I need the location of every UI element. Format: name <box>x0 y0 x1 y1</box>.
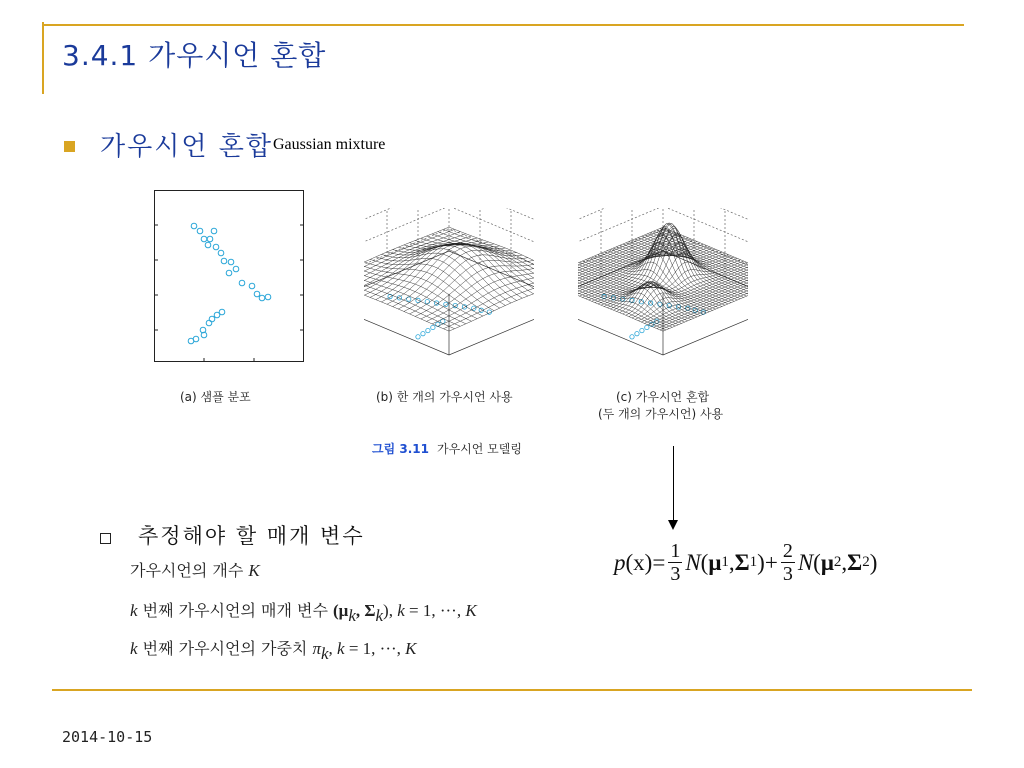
param-line-weight <box>130 636 417 664</box>
panel-c-surface <box>578 208 748 373</box>
figure-number: 그림 3.11 <box>372 442 429 456</box>
mu-symbol: (μ <box>333 601 349 620</box>
arrow-down-icon <box>668 520 678 530</box>
plus: + <box>764 549 778 575</box>
frac-num: 2 <box>782 540 793 562</box>
paren-close: ) <box>757 549 765 575</box>
caption-c-line1: (c) 가우시언 혼합 <box>616 390 710 404</box>
K-var: K <box>465 601 477 620</box>
normal-N: N <box>685 549 701 575</box>
k-var: k <box>337 639 345 658</box>
subscript: 1 <box>721 554 729 570</box>
bullet-square-icon <box>64 141 75 152</box>
comma: , <box>328 639 338 658</box>
sigma-symbol: , Σ <box>355 601 376 620</box>
k-sub: k <box>348 606 356 625</box>
fraction-one-third <box>668 540 682 585</box>
figure-title: 가우시언 모델링 <box>436 442 522 456</box>
hollow-square-bullet-icon <box>100 533 111 544</box>
arrow-line <box>673 446 674 524</box>
range-text: = 1, ···, <box>404 601 466 620</box>
paren-open: ( <box>700 549 709 575</box>
mixture-gaussian-surface <box>578 208 748 373</box>
main-bullet-label: 가우시언 혼합 <box>100 132 273 162</box>
caption-c-line2: (두 개의 가우시언) 사용 <box>598 407 724 421</box>
formula-arg: (x) <box>625 549 653 575</box>
comma: , <box>841 549 848 575</box>
caption-a: (a) 샘플 분포 <box>180 390 251 404</box>
param-count-text: 가우시언의 개수 <box>130 561 249 580</box>
param-line-mean-cov <box>130 598 477 626</box>
subscript: 2 <box>833 554 842 570</box>
param-line-count <box>130 558 260 581</box>
comma: , <box>728 549 735 575</box>
title-accent-bar <box>42 22 44 94</box>
k-var: k <box>397 601 405 620</box>
parameters-heading: 추정해야 할 매개 변수 <box>138 524 365 548</box>
k-sub: k <box>320 644 329 663</box>
frac-num: 1 <box>670 540 681 562</box>
mu-symbol: μ <box>820 549 834 575</box>
single-gaussian-surface <box>364 208 534 373</box>
slide-title: 3.4.1 가우시언 혼합 <box>62 39 327 72</box>
param-count-var: K <box>248 561 260 580</box>
gaussian-modeling-figure <box>150 186 750 456</box>
k-var: k <box>130 639 138 658</box>
footer-date: 2014-10-15 <box>62 728 153 746</box>
param-weight-text: 번째 가우시언의 가중치 <box>137 639 313 658</box>
paren-close: ), <box>383 601 398 620</box>
formula-p: p <box>614 549 626 575</box>
frac-den: 3 <box>782 563 793 585</box>
panel-b-surface <box>364 208 534 373</box>
range-text: = 1, ···, <box>344 639 406 658</box>
scatter-plot <box>154 190 304 362</box>
fraction-two-thirds <box>781 540 795 585</box>
k-var: k <box>130 601 138 620</box>
main-bullet-english: Gaussian mixture <box>272 136 386 153</box>
mu-symbol: μ <box>708 549 722 575</box>
figure-label <box>372 440 522 457</box>
frac-den: 3 <box>670 563 681 585</box>
subscript: 2 <box>862 554 870 570</box>
panel-a-scatter <box>154 190 304 362</box>
k-sub: k <box>375 606 384 625</box>
mixture-formula <box>614 540 877 585</box>
paren-open: ( <box>813 549 821 575</box>
sigma-symbol: Σ <box>847 549 863 575</box>
footer-rule <box>52 689 972 691</box>
title-underline <box>42 24 964 26</box>
normal-N: N <box>797 549 814 575</box>
main-bullet <box>100 126 385 163</box>
paren-close: ) <box>869 549 878 575</box>
sigma-symbol: Σ <box>734 549 750 575</box>
param-mean-cov-text: 번째 가우시언의 매개 변수 <box>137 601 333 620</box>
K-var: K <box>405 639 417 658</box>
formula-eq: = <box>652 549 666 575</box>
caption-b: (b) 한 개의 가우시언 사용 <box>376 390 513 404</box>
pi-symbol: π <box>312 639 321 658</box>
subscript: 1 <box>749 554 758 570</box>
